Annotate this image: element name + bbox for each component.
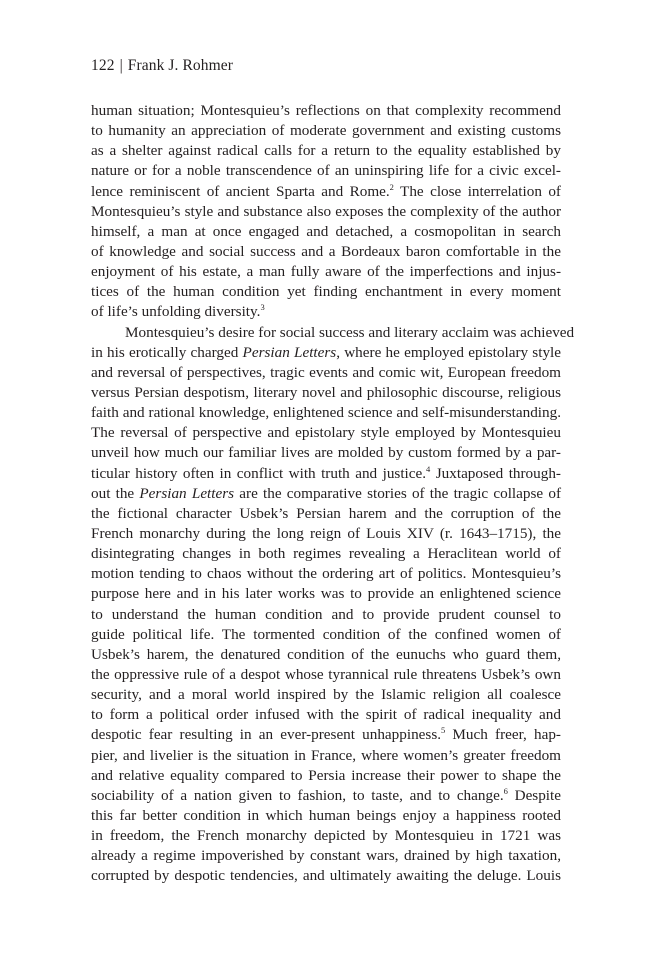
text-line xyxy=(91,202,561,222)
text-line xyxy=(91,746,561,766)
text-line xyxy=(91,605,561,625)
text-line xyxy=(91,182,561,202)
text-run: in freedom, the French monarchy depicted by Montesquieu in 1721 was xyxy=(91,827,561,845)
text-line xyxy=(91,403,561,423)
text-run: tices of the human condition yet finding enchantment in every moment xyxy=(91,283,561,301)
text-run: Juxtaposed through- xyxy=(430,464,561,482)
author-name: Frank J. Rohmer xyxy=(127,57,234,74)
text-run: enjoyment of his estate, a man fully aware of the imperfections and injus- xyxy=(91,263,561,281)
text-run: to form a political order infused with the spirit of radical inequality and xyxy=(91,706,561,724)
text-line xyxy=(91,786,561,806)
text-run: Usbek’s harem, the denatured condition of the eunuchs who guard them, xyxy=(91,645,561,663)
text-line xyxy=(91,443,561,463)
text-line xyxy=(91,343,561,363)
text-line xyxy=(91,423,561,443)
body-text xyxy=(91,101,575,886)
text-run: faith and rational knowledge, enlightened science and self-misunderstanding. xyxy=(91,404,561,422)
text-line xyxy=(91,665,561,685)
paragraph xyxy=(91,101,561,323)
text-line xyxy=(91,242,561,262)
text-line xyxy=(91,141,561,161)
text-run: Montesquieu’s desire for social success and literary acclaim was achieved xyxy=(125,323,575,341)
text-run: of knowledge and social success and a Bordeaux baron comfortable in the xyxy=(91,242,561,260)
text-line xyxy=(91,564,561,584)
text-run: unveil how much our familiar lives are molded by custom formed by a par- xyxy=(91,444,561,462)
text-line xyxy=(91,363,561,383)
text-run: The close interrelation of xyxy=(393,182,561,200)
text-run: to understand the human condition and to provide prudent counsel to xyxy=(91,605,561,623)
footnote-ref: 6 xyxy=(503,785,508,796)
text-run: and reversal of perspectives, tragic events and comic wit, European freedom xyxy=(91,363,561,381)
text-run: are the comparative stories of the tragic collapse of xyxy=(234,484,561,502)
text-run: The reversal of perspective and epistolary style employed by Montesquieu xyxy=(91,424,561,442)
text-line xyxy=(91,766,561,786)
running-header xyxy=(91,57,233,75)
text-line xyxy=(91,262,561,282)
text-run: security, and a moral world inspired by the Islamic religion all coalesce xyxy=(91,686,561,704)
text-run: already a regime impoverished by constant wars, drained by high taxation, xyxy=(91,847,561,865)
text-run: guide political life. The tormented condition of the confined women of xyxy=(91,625,561,643)
text-line xyxy=(91,806,561,826)
text-run: in his erotically charged xyxy=(91,343,243,361)
text-run: motion tending to chaos without the ordering art of politics. Montesquieu’s xyxy=(91,565,561,583)
text-line xyxy=(91,846,561,866)
italic-title: Persian Letters xyxy=(139,484,235,502)
text-run: despotic fear resulting in an ever-present unhappiness. xyxy=(91,726,442,744)
text-run: of life’s unfolding diversity. xyxy=(91,303,261,321)
text-line xyxy=(91,302,561,322)
text-line xyxy=(91,383,561,403)
page-number: 122 xyxy=(91,57,115,74)
text-run: the oppressive rule of a despot whose tyrannical rule threatens Usbek’s own xyxy=(91,665,561,683)
text-run: French monarchy during the long reign of Louis XIV (r. 1643–1715), the xyxy=(91,524,561,542)
text-line xyxy=(91,504,561,524)
text-line xyxy=(91,685,561,705)
footnote-ref: 4 xyxy=(426,463,431,474)
text-run: the fictional character Usbek’s Persian harem and the corruption of the xyxy=(91,504,561,522)
text-run: Montesquieu’s style and substance also exposes the complexity of the author xyxy=(91,202,561,220)
text-run: purpose here and in his later works was to provide an enlightened science xyxy=(91,585,561,603)
text-line xyxy=(91,725,561,745)
text-run: this far better condition in which human beings enjoy a happiness rooted xyxy=(91,806,561,824)
text-run: lence reminiscent of ancient Sparta and Rome. xyxy=(91,182,390,200)
text-line xyxy=(91,705,561,725)
text-line xyxy=(91,645,561,665)
footnote-ref: 3 xyxy=(260,302,265,313)
text-line xyxy=(91,625,561,645)
italic-title: Persian Letters xyxy=(242,343,337,361)
text-line xyxy=(91,282,561,302)
text-run: as a shelter against radical calls for a return to the equality established by xyxy=(91,142,561,160)
text-line xyxy=(91,826,561,846)
text-line xyxy=(91,584,561,604)
text-line xyxy=(91,524,561,544)
text-line xyxy=(91,866,561,886)
text-line xyxy=(91,464,561,484)
text-run: ticular history often in conflict with truth and justice. xyxy=(91,464,427,482)
text-line xyxy=(91,484,561,504)
text-run: versus Persian despotism, literary novel and philosophic discourse, religious xyxy=(91,383,561,401)
text-line xyxy=(91,544,561,564)
text-line xyxy=(91,101,561,121)
text-run: human situation; Montesquieu’s reflections on that complexity recommend xyxy=(91,102,561,119)
text-run: and relative equality compared to Persia increase their power to shape the xyxy=(91,766,561,784)
paragraph xyxy=(91,323,575,887)
text-run: out the xyxy=(91,484,140,502)
text-line xyxy=(91,323,575,343)
footnote-ref: 2 xyxy=(389,181,394,192)
text-run: Despite xyxy=(507,786,561,804)
text-run: corrupted by despotic tendencies, and ultimately awaiting the deluge. Louis xyxy=(91,867,561,885)
text-line xyxy=(91,222,561,242)
text-run: Much freer, hap- xyxy=(445,726,561,744)
text-run: nature or for a noble transcendence of an uninspiring life for a civic excel- xyxy=(91,162,561,180)
text-run: himself, a man at once engaged and detached, a cosmopolitan in search xyxy=(91,222,561,240)
header-separator: | xyxy=(119,57,123,74)
text-line xyxy=(91,161,561,181)
text-line xyxy=(91,121,561,141)
text-run: , where he employed epistolary style xyxy=(336,343,561,361)
text-run: pier, and livelier is the situation in France, where women’s greater freedom xyxy=(91,746,561,764)
footnote-ref: 5 xyxy=(441,725,446,736)
text-run: disintegrating changes in both regimes revealing a Heraclitean world of xyxy=(91,545,561,563)
text-run: sociability of a nation given to fashion, to taste, and to change. xyxy=(91,786,504,804)
text-run: to humanity an appreciation of moderate government and existing customs xyxy=(91,122,561,140)
